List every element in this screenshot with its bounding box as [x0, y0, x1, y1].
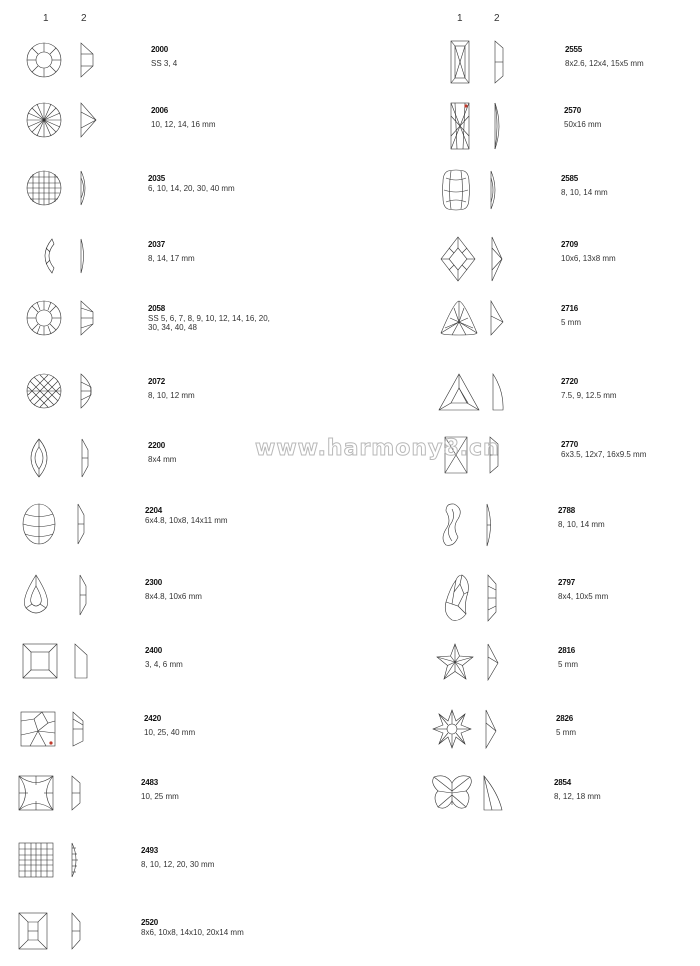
- item-sizes: 10, 12, 14, 16 mm: [151, 120, 216, 129]
- item-code: 2035: [148, 174, 165, 183]
- item-code: 2300: [145, 578, 162, 587]
- stone-2006-side-icon: [79, 102, 97, 138]
- item-sizes: 5 mm: [556, 728, 576, 737]
- stone-2493-front-icon: [18, 842, 54, 878]
- column-header-side: 2: [494, 13, 500, 24]
- catalog-item: [556, 714, 576, 737]
- item-code: 2585: [561, 174, 578, 183]
- stone-2000-front-icon: [26, 42, 62, 78]
- item-sizes: 5 mm: [561, 318, 581, 327]
- catalog-item: [561, 240, 616, 263]
- item-sizes: 8, 10, 14 mm: [561, 188, 608, 197]
- item-sizes: 10, 25 mm: [141, 792, 179, 801]
- column-header-front: 1: [43, 13, 49, 24]
- stone-2000-side-icon: [79, 42, 95, 78]
- item-sizes: 50x16 mm: [564, 120, 602, 129]
- item-code: 2826: [556, 714, 573, 723]
- catalog-item: [145, 646, 183, 669]
- stone-2058-front-icon: [26, 300, 62, 336]
- stone-2797-side-icon: [486, 574, 498, 622]
- item-sizes: 8, 10, 12 mm: [148, 391, 195, 400]
- column-header-front: 1: [457, 13, 463, 24]
- item-code: 2420: [144, 714, 161, 723]
- catalog-item: [151, 45, 177, 68]
- catalog-item: [561, 377, 617, 400]
- stone-2716-side-icon: [489, 300, 505, 336]
- stone-2555-front-icon: [450, 40, 470, 84]
- item-sizes: 8x4 mm: [148, 455, 177, 464]
- item-code: 2709: [561, 240, 578, 249]
- item-code: 2816: [558, 646, 575, 655]
- stone-2400-front-icon: [22, 643, 58, 679]
- stone-2797-front-icon: [442, 574, 470, 622]
- item-code: 2006: [151, 106, 168, 115]
- item-sizes: 8, 12, 18 mm: [554, 792, 601, 801]
- stone-2520-front-icon: [18, 912, 48, 950]
- item-code: 2204: [145, 506, 162, 515]
- item-code: 2520: [141, 918, 158, 927]
- stone-2037-side-icon: [79, 238, 87, 274]
- item-sizes: 7.5, 9, 12.5 mm: [561, 391, 617, 400]
- stone-2570-front-icon: [450, 102, 470, 150]
- item-sizes: 8, 10, 12, 20, 30 mm: [141, 860, 215, 869]
- item-code: 2037: [148, 240, 165, 249]
- catalog-item: [141, 778, 179, 801]
- catalog-item: [148, 377, 195, 400]
- item-code: 2854: [554, 778, 571, 787]
- item-code: 2720: [561, 377, 578, 386]
- column-header-side: 2: [81, 13, 87, 24]
- item-code: 2716: [561, 304, 578, 313]
- stone-2420-side-icon: [71, 711, 85, 747]
- item-sizes: 8x2.6, 12x4, 15x5 mm: [565, 59, 644, 68]
- stone-2072-side-icon: [79, 373, 99, 409]
- item-sizes: 10, 25, 40 mm: [144, 728, 196, 737]
- stone-2300-side-icon: [78, 574, 88, 616]
- item-sizes: 8x6, 10x8, 14x10, 20x14 mm: [141, 928, 244, 937]
- stone-2716-front-icon: [440, 300, 478, 336]
- catalog-item: [558, 646, 578, 669]
- stone-2788-side-icon: [485, 503, 495, 547]
- stone-2585-side-icon: [489, 170, 499, 210]
- stone-2204-side-icon: [76, 503, 86, 545]
- stone-2058-side-icon: [79, 300, 95, 336]
- watermark-text: www.harmony8.cn: [255, 436, 500, 461]
- stone-2483-side-icon: [70, 775, 82, 811]
- stone-2200-side-icon: [80, 438, 90, 478]
- stone-2709-front-icon: [440, 236, 476, 282]
- stone-2826-front-icon: [432, 709, 472, 749]
- catalog-item: [141, 846, 214, 869]
- catalog-item: [561, 440, 646, 459]
- stone-2300-front-icon: [23, 574, 49, 616]
- catalog-item: [558, 506, 605, 529]
- item-code: 2058: [148, 304, 165, 313]
- catalog-item: [558, 578, 608, 601]
- catalog-item: [145, 506, 228, 525]
- item-code: 2400: [145, 646, 162, 655]
- item-code: 2483: [141, 778, 158, 787]
- stone-2788-front-icon: [440, 503, 464, 547]
- item-sizes-continued: 30, 34, 40, 48: [148, 323, 197, 332]
- item-sizes: 6, 10, 14, 20, 30, 40 mm: [148, 184, 235, 193]
- stone-2854-front-icon: [430, 775, 474, 811]
- stone-2570-side-icon: [493, 102, 503, 150]
- item-sizes: 8x4.8, 10x6 mm: [145, 592, 202, 601]
- stone-2420-front-icon: [20, 711, 56, 747]
- item-sizes: SS 5, 6, 7, 8, 9, 10, 12, 14, 16, 20,: [148, 314, 270, 323]
- stone-2035-side-icon: [79, 170, 89, 206]
- catalog-item: [554, 778, 601, 801]
- catalog-item: [141, 918, 244, 937]
- catalog-item: [565, 45, 644, 68]
- item-sizes: 3, 4, 6 mm: [145, 660, 183, 669]
- stone-2200-front-icon: [28, 438, 50, 478]
- catalog-item: [151, 106, 215, 129]
- stone-2493-side-icon: [70, 842, 80, 878]
- item-code: 2000: [151, 45, 168, 54]
- catalog-item: [145, 578, 202, 601]
- stone-2816-front-icon: [436, 643, 474, 681]
- stone-2585-front-icon: [442, 170, 470, 210]
- item-code: 2797: [558, 578, 575, 587]
- item-sizes: 5 mm: [558, 660, 578, 669]
- item-sizes: 8, 10, 14 mm: [558, 520, 605, 529]
- catalog-item: [561, 174, 608, 197]
- item-sizes: 8x4, 10x5 mm: [558, 592, 609, 601]
- stone-2400-side-icon: [73, 643, 89, 679]
- stone-2826-side-icon: [484, 709, 498, 749]
- catalog-item: [148, 441, 176, 464]
- catalog-item: [561, 304, 581, 327]
- item-code: 2072: [148, 377, 165, 386]
- stone-2720-side-icon: [491, 373, 505, 411]
- item-code: 2770: [561, 440, 578, 449]
- stone-2709-side-icon: [490, 236, 504, 282]
- stone-2035-front-icon: [26, 170, 62, 206]
- catalog-item: [148, 304, 270, 332]
- stone-2720-front-icon: [438, 373, 480, 411]
- catalog-item: [564, 106, 601, 129]
- stone-2520-side-icon: [70, 912, 82, 950]
- catalog-item: [148, 240, 195, 263]
- item-sizes: 6x3.5, 12x7, 16x9.5 mm: [561, 450, 647, 459]
- stone-2204-front-icon: [22, 503, 56, 545]
- item-sizes: 6x4.8, 10x8, 14x11 mm: [145, 516, 228, 525]
- item-sizes: SS 3, 4: [151, 59, 178, 68]
- item-code: 2555: [565, 45, 582, 54]
- item-code: 2570: [564, 106, 581, 115]
- catalog-item: [144, 714, 195, 737]
- item-sizes: 8, 14, 17 mm: [148, 254, 195, 263]
- item-code: 2788: [558, 506, 575, 515]
- catalog-item: [148, 174, 235, 193]
- stone-2483-front-icon: [18, 775, 54, 811]
- item-sizes: 10x6, 13x8 mm: [561, 254, 616, 263]
- stone-2555-side-icon: [493, 40, 505, 84]
- stone-2037-front-icon: [36, 238, 56, 274]
- item-code: 2200: [148, 441, 165, 450]
- stone-2816-side-icon: [486, 643, 500, 681]
- stone-2006-front-icon: [26, 102, 62, 138]
- stone-2072-front-icon: [26, 373, 62, 409]
- item-code: 2493: [141, 846, 158, 855]
- stone-2854-side-icon: [482, 775, 504, 811]
